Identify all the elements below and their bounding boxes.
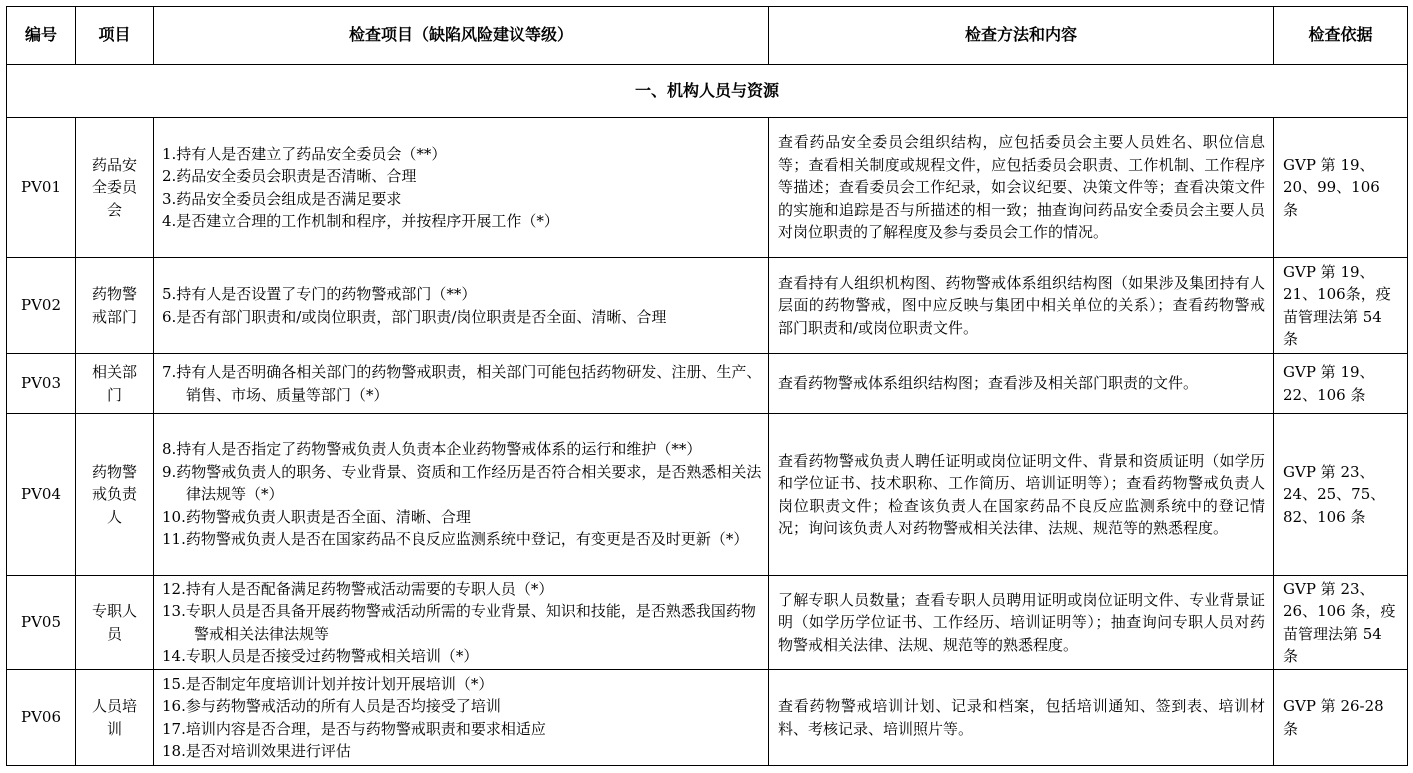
row-basis: GVP 第 26-28 条 [1274, 670, 1408, 766]
table-row [7, 354, 1408, 414]
check-item: 7.持有人是否明确各相关部门的药物警戒职责，相关部门可能包括药物研发、注册、生产、销售、市场、质量等部门（*） [162, 363, 762, 404]
section-row [7, 65, 1408, 118]
row-basis: GVP 第 19、20、99、106 条 [1274, 118, 1408, 258]
header-items: 检查项目（缺陷风险建议等级） [154, 7, 769, 65]
row-basis: GVP 第 19、21、106条，疫苗管理法第 54 条 [1274, 258, 1408, 354]
row-code: PV05 [7, 576, 76, 670]
check-item: 5.持有人是否设置了专门的药物警戒部门（**） [162, 285, 477, 303]
row-code: PV06 [7, 670, 76, 766]
table-row [7, 670, 1408, 766]
row-method: 查看药物警戒体系组织结构图；查看涉及相关部门职责的文件。 [769, 354, 1274, 414]
header-project: 项目 [76, 7, 154, 65]
row-method: 查看药物警戒负责人聘任证明或岗位证明文件、背景和资质证明（如学历和学位证书、技术职称、工作简历、培训证明等）；查看药物警戒负责人岗位职责文件；检查该负责人在国家药品不良反应监测系统中的登记情况；询问该负责人对药物警戒相关法律、法规、规范等的熟悉程度。 [769, 414, 1274, 576]
check-item: 3.药品安全委员会组成是否满足要求 [162, 189, 402, 208]
row-items [154, 414, 769, 576]
row-items [154, 258, 769, 354]
check-item: 1.持有人是否建立了药品安全委员会（**） [162, 144, 447, 163]
table-header-row [7, 7, 1408, 65]
check-item: 14.专职人员是否接受过药物警戒相关培训（*） [162, 647, 479, 665]
header-code: 编号 [7, 7, 76, 65]
row-code: PV01 [7, 118, 76, 258]
row-items [154, 118, 769, 258]
row-project: 药物警戒部门 [76, 258, 154, 354]
row-project: 专职人员 [76, 576, 154, 670]
row-code: PV04 [7, 414, 76, 576]
check-item: 18.是否对培训效果进行评估 [162, 742, 351, 760]
check-item: 11.药物警戒负责人是否在国家药品不良反应监测系统中登记，有变更是否及时更新（*） [162, 530, 749, 549]
check-item: 13.专职人员是否具备开展药物警戒活动所需的专业背景、知识和技能，是否熟悉我国药物警戒相关法律法规等 [162, 602, 756, 643]
row-code: PV03 [7, 354, 76, 414]
row-basis: GVP 第 23、26、106 条，疫苗管理法第 54 条 [1274, 576, 1408, 670]
check-item: 10.药物警戒负责人职责是否全面、清晰、合理 [162, 507, 471, 526]
row-project: 药品安全委员会 [76, 118, 154, 258]
row-basis: GVP 第 23、24、25、75、82、106 条 [1274, 414, 1408, 576]
table-row [7, 118, 1408, 258]
row-project: 人员培训 [76, 670, 154, 766]
row-items [154, 354, 769, 414]
table-row [7, 258, 1408, 354]
check-item: 9.药物警戒负责人的职务、专业背景、资质和工作经历是否符合相关要求，是否熟悉相关法律法规等（*） [162, 462, 762, 504]
row-items [154, 576, 769, 670]
header-basis: 检查依据 [1274, 7, 1408, 65]
check-item: 4.是否建立合理的工作机制和程序，并按程序开展工作（*） [162, 212, 559, 230]
check-item: 2.药品安全委员会职责是否清晰、合理 [162, 167, 417, 185]
check-item: 16.参与药物警戒活动的所有人员是否均接受了培训 [162, 697, 501, 715]
header-method: 检查方法和内容 [769, 7, 1274, 65]
row-project: 相关部门 [76, 354, 154, 414]
section-title: 一、机构人员与资源 [7, 65, 1408, 118]
row-method: 了解专职人员数量；查看专职人员聘用证明或岗位证明文件、专业背景证明（如学历学位证书、工作经历、培训证明等）；抽查询问专职人员对药物警戒相关法律、法规、规范等的熟悉程度。 [769, 576, 1274, 670]
check-item: 12.持有人是否配备满足药物警戒活动需要的专职人员（*） [162, 579, 554, 598]
row-project: 药物警戒负责人 [76, 414, 154, 576]
check-item: 8.持有人是否指定了药物警戒负责人负责本企业药物警戒体系的运行和维护（**） [162, 440, 702, 459]
row-items [154, 670, 769, 766]
table-row [7, 576, 1408, 670]
row-method: 查看药品安全委员会组织结构，应包括委员会主要人员姓名、职位信息等；查看相关制度或规程文件，应包括委员会职责、工作机制、工作程序等描述；查看委员会工作纪录，如会议纪要、决策文件等；查看决策文件的实施和追踪是否与所描述的相一致；抽查询问药品安全委员会主要人员对岗位职责的了解程度及参与委员会工作的情况。 [769, 118, 1274, 258]
check-item: 17.培训内容是否合理，是否与药物警戒职责和要求相适应 [162, 719, 546, 738]
row-method: 查看持有人组织机构图、药物警戒体系组织结构图（如果涉及集团持有人层面的药物警戒，图中应反映与集团中相关单位的关系）；查看药物警戒部门职责和/或岗位职责文件。 [769, 258, 1274, 354]
row-basis: GVP 第 19、22、106 条 [1274, 354, 1408, 414]
row-code: PV02 [7, 258, 76, 354]
inspection-table [6, 6, 1408, 766]
table-row [7, 414, 1408, 576]
row-method: 查看药物警戒培训计划、记录和档案，包括培训通知、签到表、培训材料、考核记录、培训照片等。 [769, 670, 1274, 766]
check-item: 6.是否有部门职责和/或岗位职责，部门职责/岗位职责是否全面、清晰、合理 [162, 307, 667, 326]
check-item: 15.是否制定年度培训计划并按计划开展培训（*） [162, 674, 494, 693]
